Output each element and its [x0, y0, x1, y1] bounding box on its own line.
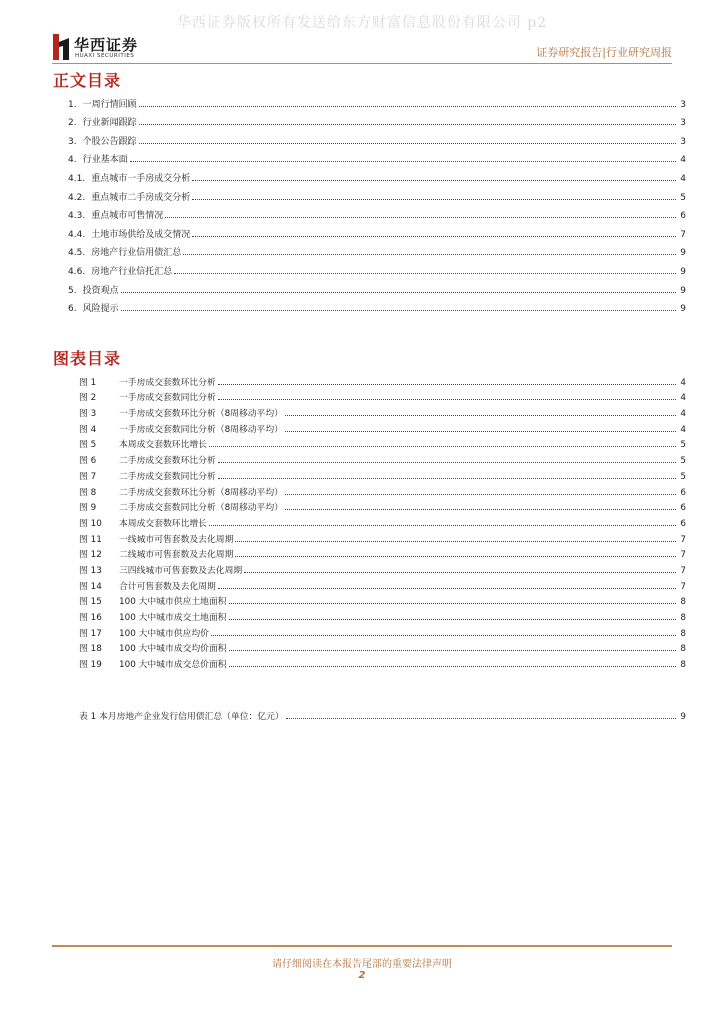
- toc-entry-page: 4: [680, 173, 686, 184]
- legal-notice: 请仔细阅读在本报告尾部的重要法律声明: [272, 959, 452, 970]
- dot-leader: [121, 292, 676, 293]
- dot-leader: [209, 525, 676, 526]
- toc-entry-page: 4: [680, 377, 686, 388]
- toc-entry-page: 9: [680, 266, 686, 277]
- toc-entry[interactable]: [79, 450, 686, 466]
- toc-entry[interactable]: [68, 147, 686, 166]
- toc-entry-title: 重点城市可售情况: [91, 211, 164, 222]
- toc-entry-title: 一手房成交套数同比分析（8周移动平均）: [119, 424, 283, 435]
- toc-entry[interactable]: [79, 592, 686, 608]
- toc-entry-number: 图 4: [79, 424, 97, 435]
- toc-entry-number: 图 9: [79, 503, 97, 514]
- toc-entry-number: 图 15: [79, 597, 102, 608]
- toc-entry-number: 4.4.: [68, 229, 86, 240]
- toc-entry-number: 图 10: [79, 518, 102, 529]
- toc-entry-page: 7: [680, 550, 686, 561]
- toc-entry-title: 二手房成交套数同比分析: [119, 471, 216, 482]
- toc-entry[interactable]: [68, 221, 686, 240]
- toc-entry-title: 100 大中城市成交土地面积: [119, 613, 227, 623]
- toc-entry-number: 图 16: [79, 613, 102, 623]
- toc-entry-number: 5.: [68, 285, 77, 296]
- toc-entry-title: 二手房成交套数同比分析（8周移动平均）: [119, 503, 283, 514]
- huaxi-logo-icon: [52, 34, 70, 60]
- toc-entry-title: 风险提示: [82, 304, 119, 315]
- toc-entry[interactable]: [68, 258, 686, 277]
- toc-entry-title: 100 大中城市成交均价面积: [119, 644, 227, 655]
- toc-entry-number: 图 19: [79, 660, 102, 671]
- toc-entry-page: 4: [680, 409, 686, 420]
- toc-entry-page: 9: [680, 711, 686, 722]
- dot-leader: [218, 384, 676, 385]
- toc-entry[interactable]: [79, 498, 686, 514]
- dot-leader: [285, 431, 676, 432]
- figures-title: 图表目录: [53, 349, 122, 368]
- dot-leader: [192, 180, 676, 181]
- dot-leader: [165, 217, 676, 218]
- tables-list: [79, 703, 686, 722]
- toc-entry-number: 图 13: [79, 565, 102, 576]
- toc-entry[interactable]: [79, 576, 686, 592]
- dot-leader: [192, 199, 676, 200]
- dot-leader: [286, 718, 676, 719]
- dot-leader: [139, 106, 676, 107]
- toc-entry-page: 5: [680, 456, 686, 467]
- dot-leader: [218, 462, 676, 463]
- toc-entry-title: 三四线城市可售套数及去化周期: [119, 565, 243, 576]
- dot-leader: [229, 666, 676, 667]
- toc-entry-number: 图 11: [79, 534, 102, 545]
- toc-entry-number: 图 7: [79, 471, 97, 482]
- toc-entry-number: 4.3.: [68, 211, 86, 222]
- toc-entry-title: 一手房成交套数环比分析: [119, 377, 216, 388]
- toc-entry[interactable]: [79, 513, 686, 529]
- toc-entry-title: 100 大中城市供应土地面积: [119, 597, 227, 608]
- footer-divider: [52, 945, 672, 947]
- dot-leader: [174, 273, 676, 274]
- toc-entry-title: 土地市场供给及成交情况: [91, 229, 191, 240]
- dot-leader: [244, 572, 676, 573]
- toc-entry-title: 二线城市可售套数及去化周期: [119, 550, 234, 561]
- dot-leader: [285, 494, 676, 495]
- contents-title: 正文目录: [53, 71, 122, 90]
- dot-leader: [121, 310, 676, 311]
- contents-list: [68, 91, 686, 314]
- toc-entry-number: 4.6.: [68, 266, 86, 277]
- toc-entry-title: 100 大中城市供应均价: [119, 628, 209, 639]
- toc-entry-number: 3.: [68, 136, 77, 147]
- toc-entry-title: 行业新闻跟踪: [82, 118, 137, 129]
- dot-leader: [229, 603, 676, 604]
- dot-leader: [192, 236, 676, 237]
- toc-entry[interactable]: [79, 372, 686, 388]
- toc-entry-page: 4: [680, 424, 686, 435]
- toc-entry-number: 图 12: [79, 550, 102, 561]
- toc-entry-title: 一手房成交套数环比分析（8周移动平均）: [119, 409, 283, 420]
- toc-entry[interactable]: [68, 296, 686, 315]
- toc-entry[interactable]: [68, 110, 686, 129]
- dot-leader: [139, 124, 676, 125]
- toc-entry-title: 100 大中城市成交总价面积: [119, 660, 227, 671]
- toc-entry-page: 3: [680, 118, 686, 129]
- dot-leader: [183, 254, 676, 255]
- toc-entry-page: 7: [680, 534, 686, 545]
- dot-leader: [285, 415, 676, 416]
- toc-entry-title: 一周行情回顾: [82, 99, 137, 110]
- toc-entry[interactable]: [79, 482, 686, 498]
- toc-entry[interactable]: [68, 128, 686, 147]
- toc-entry-page: 6: [680, 211, 686, 222]
- toc-entry-page: 3: [680, 136, 686, 147]
- toc-entry-number: 图 18: [79, 644, 102, 655]
- toc-entry-page: 8: [680, 644, 686, 655]
- toc-entry-page: 7: [680, 229, 686, 240]
- toc-entry-page: 5: [680, 192, 686, 203]
- toc-entry[interactable]: [68, 91, 686, 110]
- dot-leader: [139, 143, 676, 144]
- toc-entry-title: 二手房成交套数环比分析: [119, 456, 216, 467]
- toc-entry-page: 8: [680, 613, 686, 623]
- toc-entry-page: 9: [680, 304, 686, 315]
- brand-logo: [52, 32, 202, 64]
- toc-entry[interactable]: [79, 607, 686, 623]
- toc-entry-title: 房地产行业信用债汇总: [91, 248, 182, 259]
- toc-entry-number: 图 14: [79, 581, 102, 592]
- toc-entry[interactable]: [79, 639, 686, 655]
- toc-entry-title: 一手房成交套数同比分析: [119, 393, 216, 404]
- toc-entry-page: 7: [680, 581, 686, 592]
- toc-entry-title: 重点城市二手房成交分析: [91, 192, 191, 203]
- toc-entry-page: 4: [680, 393, 686, 404]
- toc-entry-title: 个股公告跟踪: [82, 136, 137, 147]
- toc-entry-page: 8: [680, 628, 686, 639]
- dot-leader: [211, 635, 676, 636]
- toc-entry-page: 4: [680, 155, 686, 166]
- toc-entry-page: 6: [680, 518, 686, 529]
- toc-entry-page: 5: [680, 440, 686, 451]
- toc-entry[interactable]: [68, 184, 686, 203]
- toc-entry-number: 6.: [68, 304, 77, 315]
- dot-leader: [209, 446, 676, 447]
- toc-entry-number: 4.: [68, 155, 77, 166]
- dot-leader: [218, 399, 676, 400]
- brand-name-cn: 华西证券: [74, 36, 139, 54]
- dot-leader: [285, 509, 676, 510]
- toc-entry[interactable]: [79, 529, 686, 545]
- dot-leader: [235, 556, 676, 557]
- toc-entry-page: 5: [680, 471, 686, 482]
- toc-entry[interactable]: [79, 560, 686, 576]
- toc-entry[interactable]: [79, 466, 686, 482]
- toc-entry-page: 9: [680, 285, 686, 296]
- toc-entry-page: 8: [680, 660, 686, 671]
- toc-entry-number: 图 6: [79, 456, 97, 467]
- toc-entry[interactable]: [79, 703, 686, 722]
- toc-entry-number: 图 17: [79, 628, 102, 639]
- toc-entry-number: 图 8: [79, 487, 97, 498]
- dot-leader: [218, 478, 676, 479]
- toc-entry-title: 二手房成交套数环比分析（8周移动平均）: [119, 487, 283, 498]
- toc-entry[interactable]: [79, 403, 686, 419]
- toc-entry-title: 本周成交套数环比增长: [119, 518, 207, 529]
- toc-entry[interactable]: [79, 419, 686, 435]
- toc-entry-page: 6: [680, 503, 686, 514]
- toc-entry-number: 图 5: [79, 440, 97, 451]
- toc-entry-number: 2.: [68, 118, 77, 129]
- toc-entry-title: 投资观点: [82, 285, 119, 296]
- toc-entry-number: 图 1: [79, 377, 97, 388]
- toc-entry[interactable]: [68, 240, 686, 259]
- toc-entry-title: 表 1 本月房地产企业发行信用债汇总（单位：亿元）: [79, 711, 284, 722]
- toc-entry-page: 7: [680, 565, 686, 576]
- toc-entry-title: 房地产行业信托汇总: [91, 266, 173, 277]
- dot-leader: [235, 541, 676, 542]
- page-number: 2: [358, 970, 366, 981]
- toc-entry-title: 合计可售套数及去化周期: [119, 581, 216, 592]
- toc-entry-page: 9: [680, 248, 686, 259]
- dot-leader: [229, 650, 676, 651]
- toc-entry[interactable]: [79, 388, 686, 404]
- toc-entry-number: 4.5.: [68, 248, 86, 259]
- toc-entry-number: 4.1.: [68, 173, 86, 184]
- dot-leader: [130, 161, 676, 162]
- toc-entry[interactable]: [68, 203, 686, 222]
- toc-entry-number: 1.: [68, 99, 77, 110]
- dot-leader: [229, 619, 676, 620]
- report-type-label: 证券研究报告|行业研究周报: [536, 46, 672, 59]
- brand-name-en: HUAXI SECURITIES: [75, 53, 135, 59]
- toc-entry[interactable]: [79, 435, 686, 451]
- toc-entry-number: 图 2: [79, 393, 97, 404]
- toc-entry-title: 一线城市可售套数及去化周期: [119, 534, 234, 545]
- watermark: 华西证券版权所有发送给东方财富信息股份有限公司 p2: [176, 15, 548, 31]
- toc-entry-title: 本周成交套数环比增长: [119, 440, 207, 451]
- header-divider: [52, 63, 672, 64]
- dot-leader: [218, 588, 676, 589]
- toc-entry-title: 行业基本面: [82, 155, 128, 166]
- toc-entry[interactable]: [68, 165, 686, 184]
- toc-entry[interactable]: [68, 277, 686, 296]
- toc-entry[interactable]: [79, 654, 686, 670]
- toc-entry[interactable]: [79, 623, 686, 639]
- toc-entry-number: 图 3: [79, 409, 97, 420]
- toc-entry-number: 4.2.: [68, 192, 86, 203]
- toc-entry-page: 6: [680, 487, 686, 498]
- figures-list: [79, 372, 686, 670]
- toc-entry-title: 重点城市一手房成交分析: [91, 173, 191, 184]
- toc-entry-page: 8: [680, 597, 686, 608]
- toc-entry[interactable]: [79, 545, 686, 561]
- toc-entry-page: 3: [680, 99, 686, 110]
